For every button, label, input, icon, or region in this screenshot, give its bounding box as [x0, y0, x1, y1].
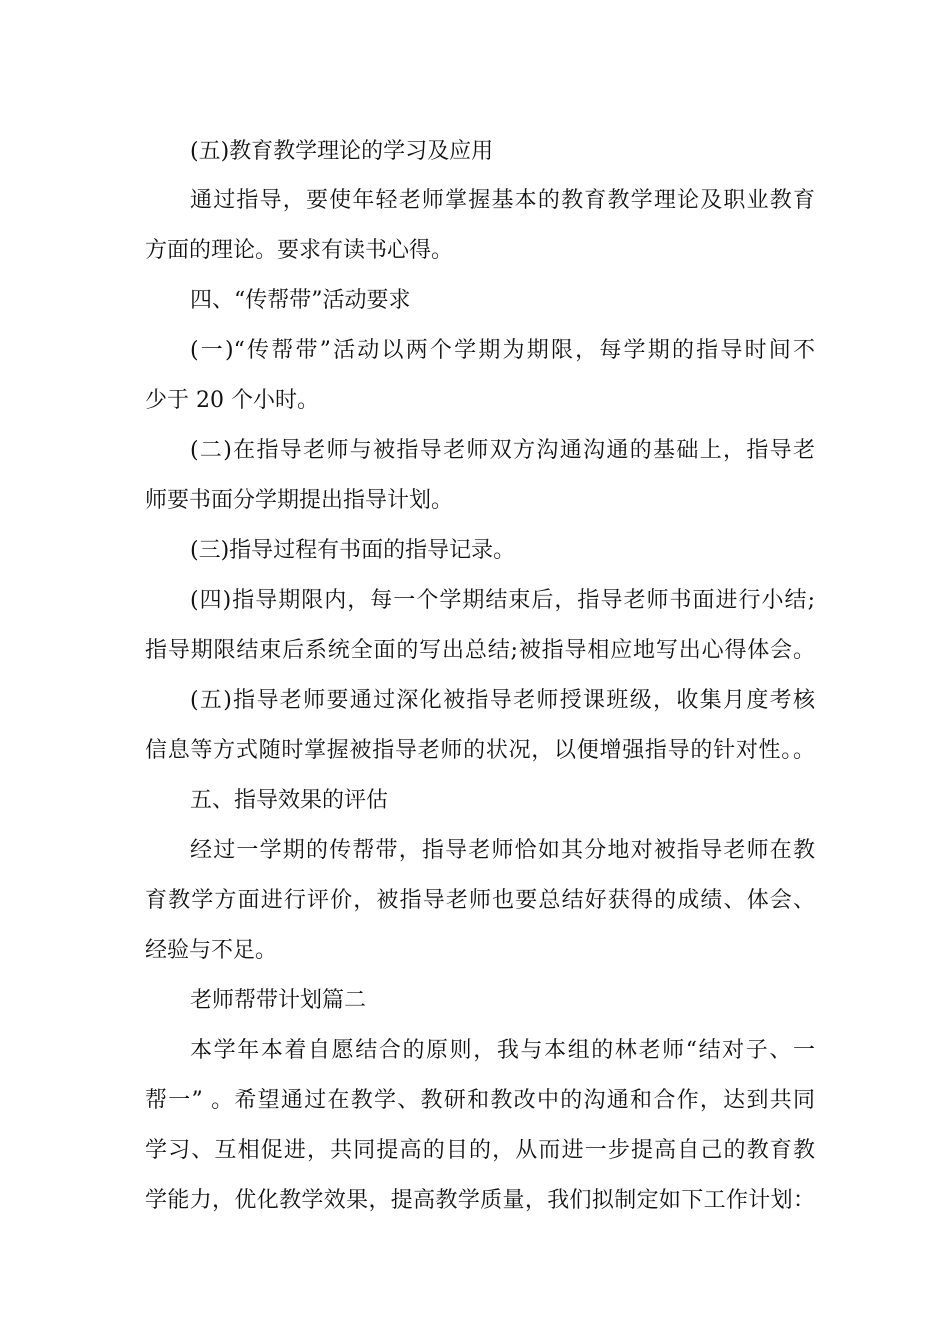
paragraph-line: (四)指导期限内，每一个学期结束后，指导老师书面进行小结;: [190, 588, 815, 613]
paragraph-line: 师要书面分学期提出指导计划。: [145, 488, 454, 513]
paragraph-line: 方面的理论。要求有读书心得。: [145, 238, 454, 263]
paragraph-line: 少于 20 个小时。: [145, 388, 319, 413]
paragraph-line: 经过一学期的传帮带，指导老师恰如其分地对被指导老师在教: [190, 838, 815, 863]
paragraph-line: 指导期限结束后系统全面的写出总结;被指导相应地写出心得体会。: [145, 638, 815, 663]
paragraph-line: 学习、互相促进，共同提高的目的，从而进一步提高自己的教育教: [145, 1138, 815, 1163]
paragraph-line: (一)“传帮带”活动以两个学期为期限，每学期的指导时间不: [190, 338, 815, 363]
paragraph-line: (五)指导老师要通过深化被指导老师授课班级，收集月度考核: [190, 688, 815, 713]
section-heading-plan-part-two: 老师帮带计划篇二: [190, 988, 367, 1013]
paragraph-line: (二)在指导老师与被指导老师双方沟通沟通的基础上，指导老: [190, 438, 815, 463]
paragraph-line: 信息等方式随时掌握被指导老师的状况，以便增强指导的针对性。。: [145, 738, 815, 763]
section-heading-theory-study: (五)教育教学理论的学习及应用: [190, 139, 494, 164]
paragraph-line: (三)指导过程有书面的指导记录。: [190, 538, 516, 563]
paragraph-line: 学能力，优化教学效果，提高教学质量，我们拟制定如下工作计划：: [145, 1188, 815, 1213]
paragraph-line: 通过指导，要使年轻老师掌握基本的教育教学理论及职业教育: [190, 188, 815, 213]
paragraph-line: 育教学方面进行评价，被指导老师也要总结好获得的成绩、体会、: [145, 888, 815, 913]
section-heading-evaluation: 五、指导效果的评估: [190, 788, 389, 813]
paragraph-line: 经验与不足。: [145, 938, 278, 963]
paragraph-line: 帮一” 。希望通过在教学、教研和教改中的沟通和合作，达到共同: [145, 1088, 815, 1113]
section-heading-activity-requirements: 四、“传帮带”活动要求: [190, 288, 411, 313]
paragraph-line: 本学年本着自愿结合的原则，我与本组的林老师“结对子、一: [190, 1038, 815, 1063]
